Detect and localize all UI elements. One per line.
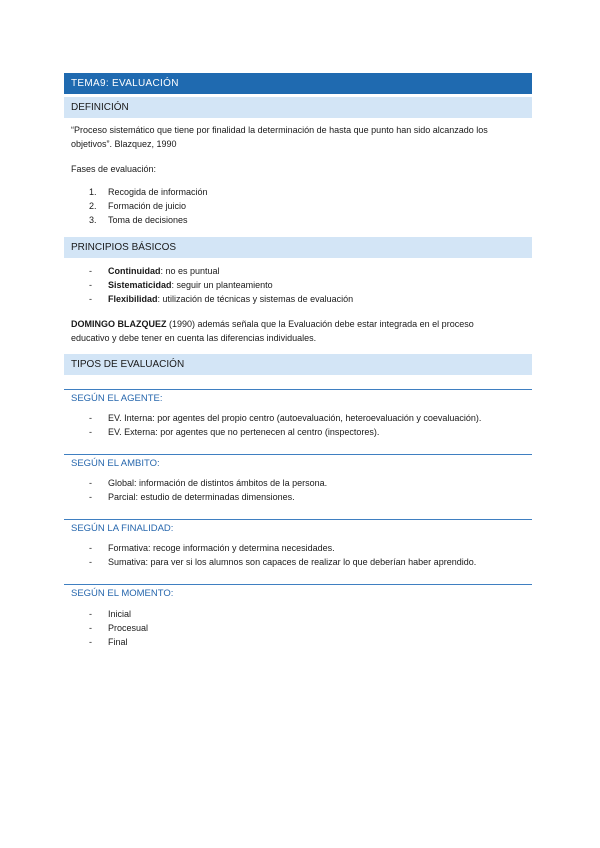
principle-description: : utilización de técnicas y sistemas de evaluación [157,294,354,304]
principios-list [71,264,353,306]
bullet: - [89,427,92,437]
section-heading-principios: PRINCIPIOS BÁSICOS [64,237,532,258]
list-number: 2. [89,201,97,211]
list-item-text: EV. Interna: por agentes del propio centro (autoevaluación, heteroevaluación y coevaluación). [108,413,482,423]
list-item [71,635,148,649]
principle-term: Sistematicidad [108,280,172,290]
list-item-text: Final [108,637,128,647]
bullet: - [89,609,92,619]
principle-description: : no es puntual [160,266,220,276]
list-item [71,199,208,213]
list-item [71,185,208,199]
finalidad-list [71,541,476,569]
list-item-text: Recogida de información [108,187,208,197]
bullet: - [89,557,92,567]
subheading-agente: SEGÚN EL AGENTE: [71,393,163,404]
list-item-text: Formación de juicio [108,201,187,211]
document-title: TEMA9: EVALUACIÓN [64,73,532,94]
note-text: (1990) además señala que la Evaluación debe estar integrada en el proceso [166,319,474,329]
definition-quote-line-1: “Proceso sistemático que tiene por finalidad la determinación de hasta que punto han sido alcanzado los [71,125,488,135]
divider [64,584,532,585]
definition-quote [71,123,531,151]
bullet: - [89,637,92,647]
divider [64,389,532,390]
list-item [71,411,481,425]
list-number: 3. [89,215,97,225]
ambito-list [71,476,327,504]
divider [64,454,532,455]
list-item-text: Parcial: estudio de determinadas dimensiones. [108,492,295,502]
list-item-text: Inicial [108,609,132,619]
note-author: DOMINGO BLAZQUEZ [71,319,167,329]
list-item-text: Sumativa: para ver si los alumnos son capaces de realizar lo que deberían haber aprendido. [108,557,477,567]
divider [64,519,532,520]
bullet: - [89,543,92,553]
list-item-text: Global: información de distintos ámbitos de la persona. [108,478,328,488]
bullet: - [89,623,92,633]
subheading-finalidad: SEGÚN LA FINALIDAD: [71,523,174,534]
list-number: 1. [89,187,97,197]
subheading-momento: SEGÚN EL MOMENTO: [71,588,174,599]
fases-label: Fases de evaluación: [71,164,157,174]
list-item [71,425,481,439]
list-item [71,476,327,490]
list-item [71,541,476,555]
list-item [71,213,208,227]
definition-quote-line-2: objetivos”. Blazquez, 1990 [71,139,177,149]
momento-list [71,607,148,649]
principle-term: Continuidad [108,266,161,276]
list-item [71,292,353,306]
list-item-text: Toma de decisiones [108,215,188,225]
list-item-text: Formativa: recoge información y determina necesidades. [108,543,335,553]
fases-list [71,185,208,227]
list-item-text: EV. Externa: por agentes que no pertenecen al centro (inspectores). [108,427,380,437]
list-item [71,555,476,569]
blazquez-note-line-2: educativo y debe tener en cuenta las diferencias individuales. [71,333,317,343]
principle-term: Flexibilidad [108,294,158,304]
bullet: - [89,266,92,276]
subheading-ambito: SEGÚN EL AMBITO: [71,458,160,469]
section-heading-definicion: DEFINICIÓN [64,97,532,118]
bullet: - [89,478,92,488]
bullet: - [89,294,92,304]
blazquez-note [71,317,531,345]
bullet: - [89,413,92,423]
list-item [71,490,327,504]
list-item [71,278,353,292]
bullet: - [89,280,92,290]
blazquez-note-line-1 [71,317,531,331]
list-item [71,607,148,621]
agente-list [71,411,481,439]
section-heading-tipos: TIPOS DE EVALUACIÓN [64,354,532,375]
list-item [71,264,353,278]
bullet: - [89,492,92,502]
list-item-text: Procesual [108,623,149,633]
principle-description: : seguir un planteamiento [171,280,273,290]
list-item [71,621,148,635]
